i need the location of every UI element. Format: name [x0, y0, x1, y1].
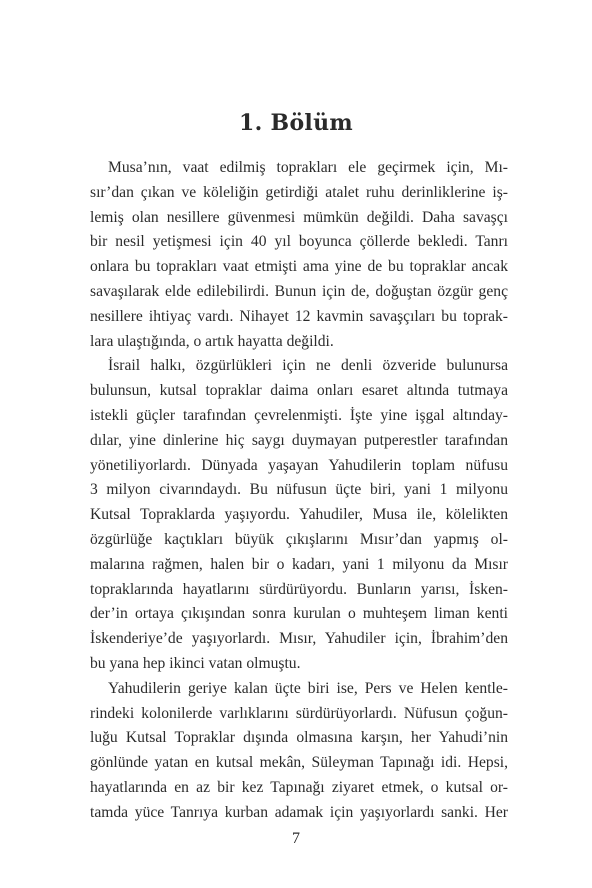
text-line: nesillere ihtiyaç vardı. Nihayet 12 kavmin savaşçıları bu toprak-: [90, 307, 508, 325]
text-line: rindeki kolonilerde varlıklarını sürdürüyorlardı. Nüfusun çoğun-: [90, 704, 508, 722]
text-line: onlara bu toprakları vaat etmişti ama yine de bu topraklar ancak: [90, 258, 508, 276]
text-line: Kutsal Topraklarda yaşıyordu. Yahudiler, Musa ile, kölelikten: [90, 506, 508, 524]
body-text: [90, 156, 508, 826]
paragraph: [90, 677, 508, 826]
text-line: gönlünde yatan en kutsal mekân, Süleyman Tapınağı idi. Hepsi,: [90, 754, 508, 772]
text-line: İsrail halkı, özgürlükleri için ne denli özveride bulunursa: [108, 357, 508, 375]
text-line: tamda yüce Tanrıya kurban adamak için yaşıyorlardı sanki. Her: [90, 803, 508, 821]
paragraph: [90, 354, 508, 676]
text-line: sır’dan çıkan ve köleliğin getirdiği atalet ruhu derinliklerine iş-: [90, 183, 508, 201]
text-line: yönetiliyorlardı. Dünyada yaşayan Yahudilerin toplam nüfusu: [90, 456, 508, 474]
text-line: lara ulaştığında, o artık hayatta değildi.: [90, 332, 334, 350]
text-line: bir nesil yetişmesi için 40 yıl boyunca çöllerde bekledi. Tanrı: [90, 233, 508, 251]
paragraph: [90, 156, 508, 354]
text-line: der’in ortaya çıkışından sonra kurulan o muhteşem liman kenti: [90, 605, 508, 623]
text-line: topraklarında hayatlarını sürdürüyordu. Bunların yarısı, İsken-: [90, 580, 508, 598]
text-line: malarına rağmen, halen bir o kadarı, yani 1 milyonu da Mısır: [90, 555, 508, 573]
text-line: İskenderiye’de yaşıyorlardı. Mısır, Yahudiler için, İbrahim’den: [90, 630, 508, 648]
text-line: Musa’nın, vaat edilmiş toprakları ele geçirmek için, Mı-: [108, 159, 508, 176]
text-line: dılar, yine dinlerine hiç saygı duymayan putperestler tarafından: [90, 431, 508, 449]
text-line: istekli güçler tarafından çevrelenmişti. İşte yine işgal altınday-: [90, 406, 508, 424]
chapter-title: 1. Bölüm: [239, 110, 353, 136]
text-line: luğu Kutsal Topraklar dışında olmasına karşın, her Yahudi’nin: [90, 729, 508, 747]
text-line: bu yana hep ikinci vatan olmuştu.: [90, 654, 301, 672]
text-line: lemiş olan nesillere güvenmesi mümkün değildi. Daha savaşçı: [90, 208, 508, 226]
text-line: 3 milyon civarındaydı. Bu nüfusun üçte biri, yani 1 milyonu: [90, 481, 508, 499]
text-line: bulunsun, kutsal topraklar daima onları esaret altında tutmaya: [90, 382, 508, 400]
text-line: özgürlüğe kaçtıkları büyük çıkışlarını Mısır’dan yapmış ol-: [90, 530, 508, 548]
text-line: savaşılarak elde edilebilirdi. Bunun için de, doğuştan özgür genç: [90, 282, 508, 300]
text-line: Yahudilerin geriye kalan üçte biri ise, Pers ve Helen kentle-: [108, 679, 508, 697]
text-line: hayatlarında en az bir kez Tapınağı ziyaret etmek, o kutsal or-: [90, 778, 508, 796]
page-number: 7: [292, 830, 300, 847]
